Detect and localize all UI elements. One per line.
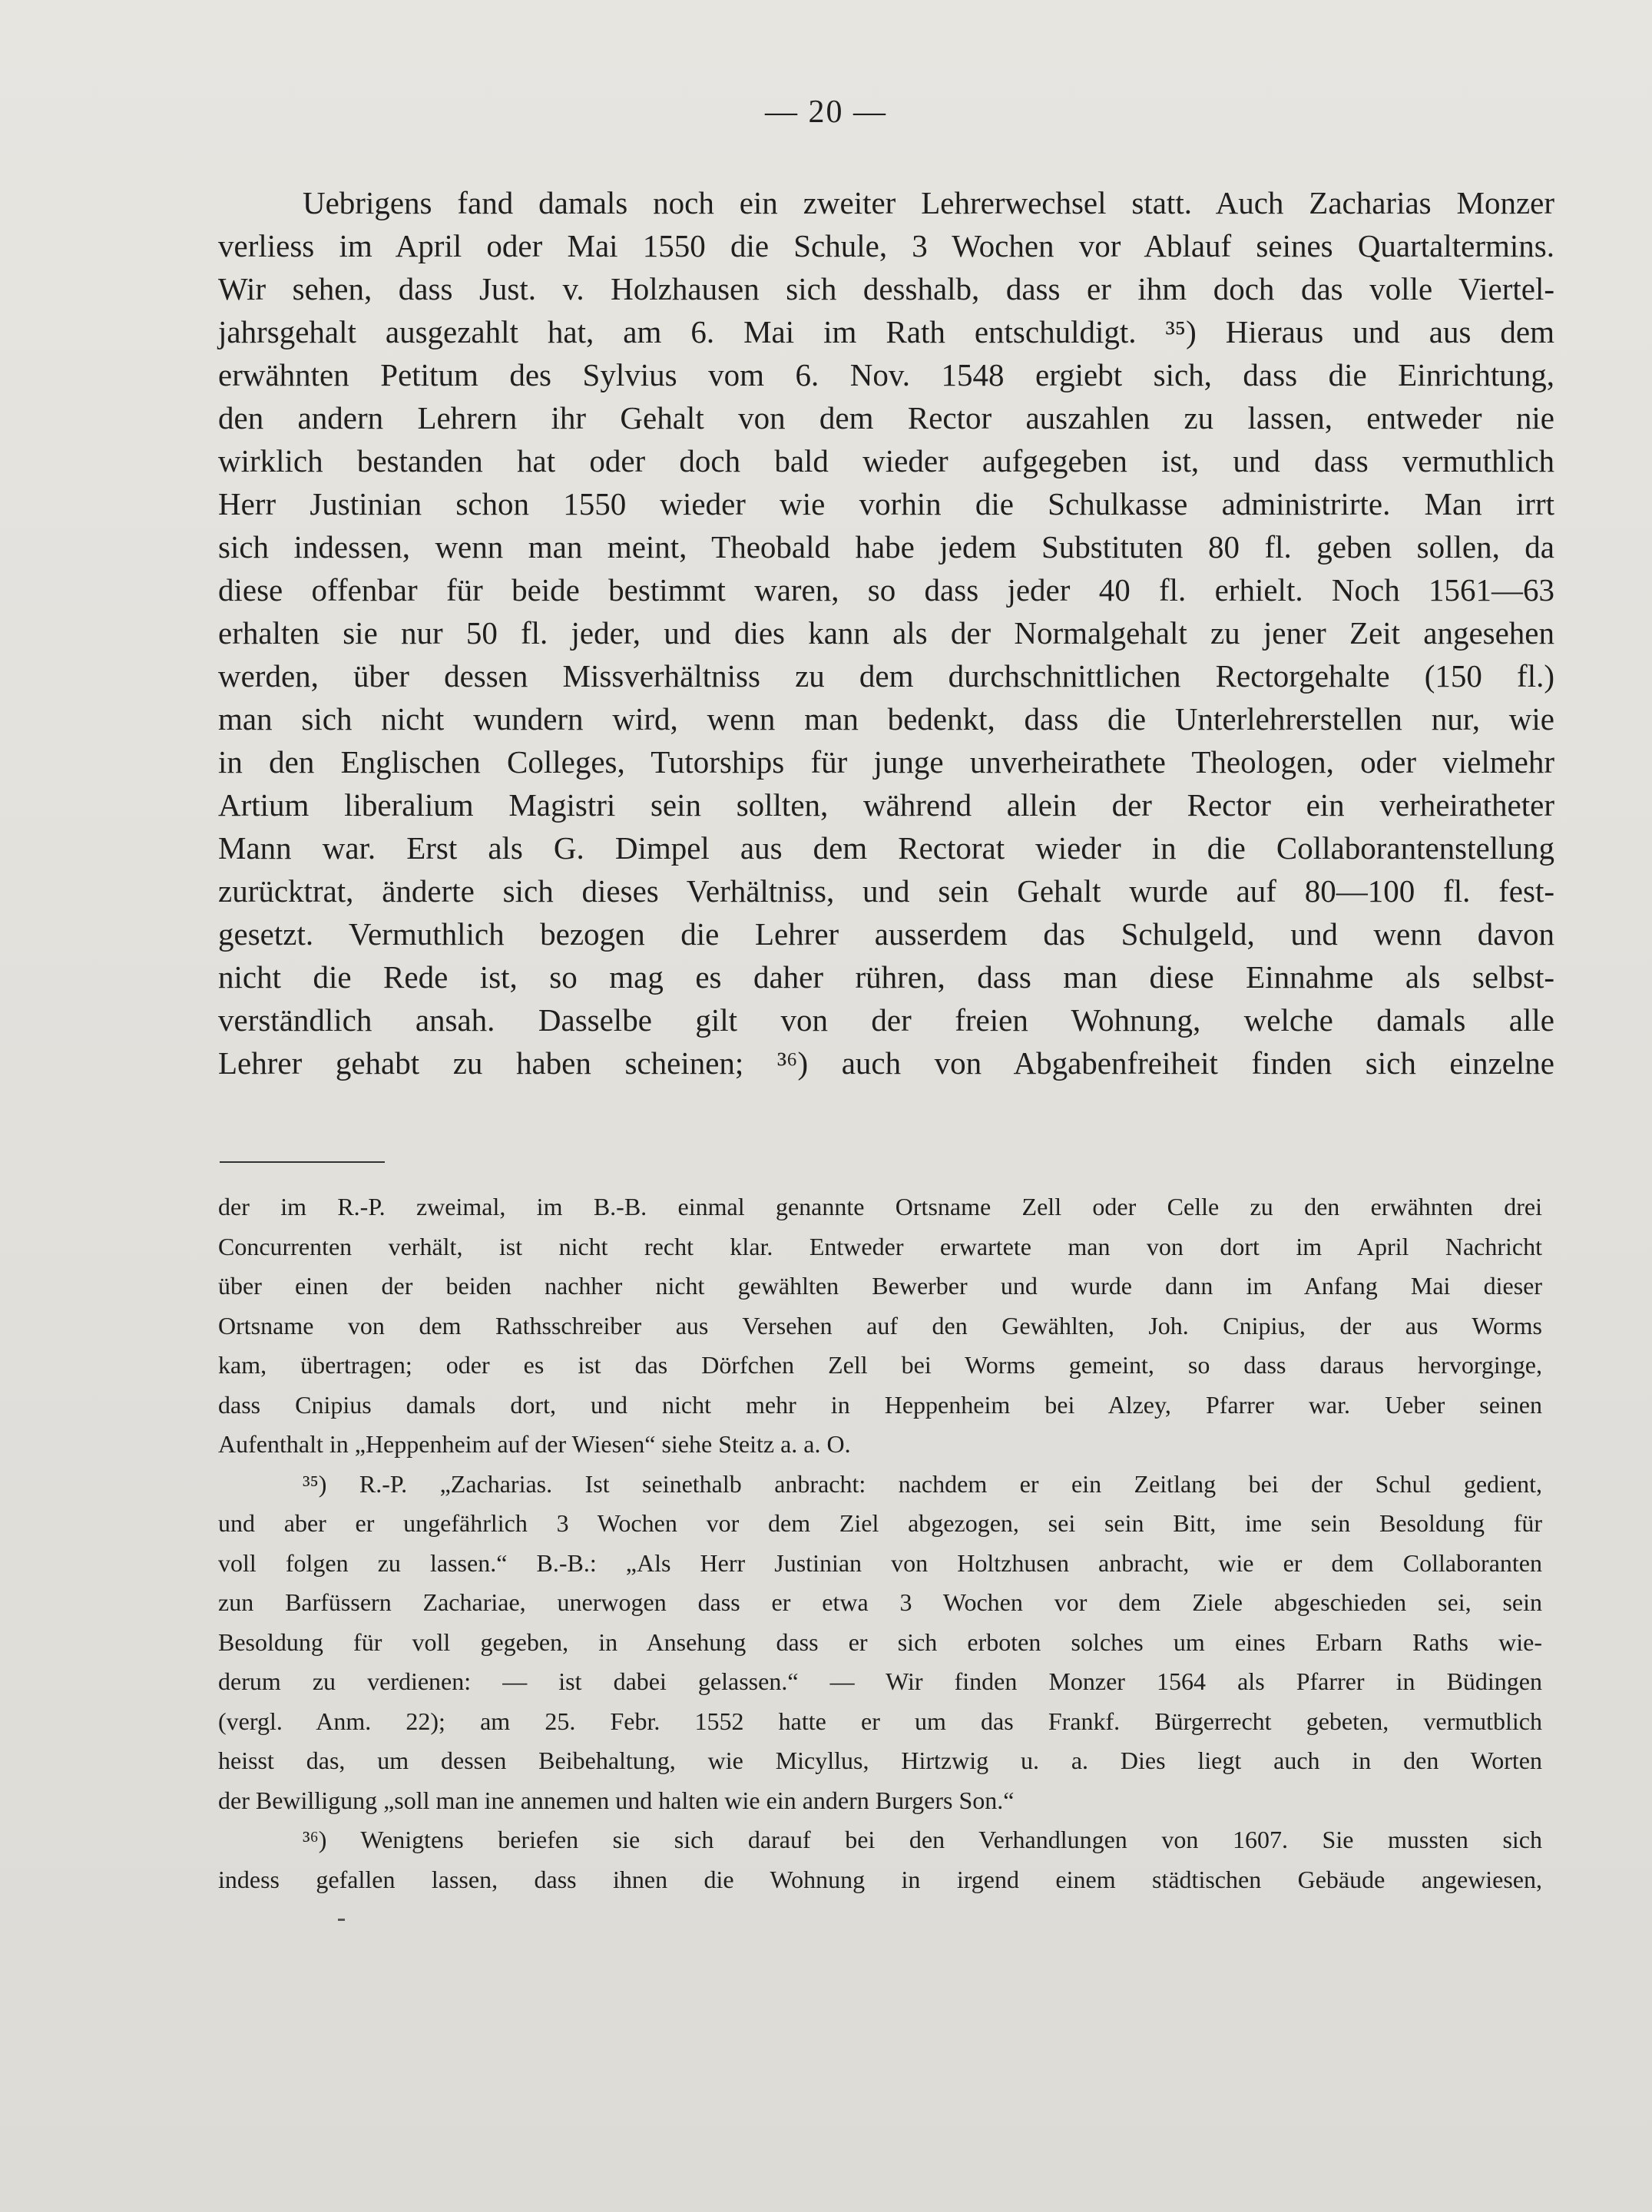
text-line: diese offenbar für beide bestimmt waren, so dass jeder 40 fl. erhielt. Noch 1561—63: [218, 572, 1554, 608]
footnote-line: und aber er ungefährlich 3 Wochen vor dem Ziel abgezogen, sei sein Bitt, ime sein Besoldung für: [218, 1509, 1542, 1537]
text-line: man sich nicht wundern wird, wenn man bedenkt, dass die Unterlehrerstellen nur, wie: [218, 701, 1554, 737]
footnote-divider: [220, 1161, 385, 1163]
footnote-line: der Bewilligung „soll man ine annemen und halten wie ein andern Burgers Son.“: [218, 1786, 1015, 1814]
footnote-35-line: ³⁵) R.-P. „Zacharias. Ist seinethalb anbracht: nachdem er ein Zeitlang bei der Schul gedient,: [303, 1469, 1542, 1498]
text-line: nicht die Rede ist, so mag es daher rühren, dass man diese Einnahme als selbst-: [218, 959, 1554, 995]
footnote-line: Besoldung für voll gegeben, in Ansehung dass er sich erboten solches um eines Erbarn Raths wie-: [218, 1628, 1542, 1656]
page-number: — 20 —: [765, 94, 887, 130]
text-line: Artium liberalium Magistri sein sollten, während allein der Rector ein verheiratheter: [218, 787, 1554, 823]
text-line: Wir sehen, dass Just. v. Holzhausen sich desshalb, dass er ihm doch das volle Viertel-: [218, 271, 1554, 306]
text-line: Herr Justinian schon 1550 wieder wie vorhin die Schulkasse administrirte. Man irrt: [218, 486, 1554, 522]
footnote-line: heisst das, um dessen Beibehaltung, wie Micyllus, Hirtzwig u. a. Dies liegt auch in den Worten: [218, 1747, 1542, 1774]
text-line: erhalten sie nur 50 fl. jeder, und dies kann als der Normalgehalt zu jener Zeit angesehen: [218, 615, 1554, 651]
footnote-36-line: ³⁶) Wenigtens beriefen sie sich darauf bei den Verhandlungen von 1607. Sie mussten sich: [303, 1826, 1542, 1853]
text-line: jahrsgehalt ausgezahlt hat, am 6. Mai im Rath entschuldigt. ³⁵) Hieraus und aus dem: [218, 314, 1554, 349]
text-line: den andern Lehrern ihr Gehalt von dem Rector auszahlen zu lassen, entweder nie: [218, 400, 1554, 435]
footnote-line: (vergl. Anm. 22); am 25. Febr. 1552 hatte er um das Frankf. Bürgerrecht gebeten, vermutblich: [218, 1707, 1542, 1735]
main-text-block: [218, 181, 1554, 1084]
footnote-line: über einen der beiden nachher nicht gewählten Bewerber und wurde dann im Anfang Mai dieser: [218, 1272, 1542, 1300]
text-line: verständlich ansah. Dasselbe gilt von der freien Wohnung, welche damals alle: [218, 1002, 1554, 1038]
text-line: zurücktrat, änderte sich dieses Verhältniss, und sein Gehalt wurde auf 80—100 fl. fest-: [218, 873, 1554, 909]
text-line: in den Englischen Colleges, Tutorships für junge unverheirathete Theologen, oder vielmehr: [218, 744, 1554, 780]
footnote-line: Ortsname von dem Rathsschreiber aus Versehen auf den Gewählten, Joh. Cnipius, der aus Worms: [218, 1311, 1542, 1339]
text-line: Mann war. Erst als G. Dimpel aus dem Rectorat wieder in die Collaborantenstellung: [218, 830, 1554, 866]
footnote-line: derum zu verdienen: — ist dabei gelassen.“ — Wir finden Monzer 1564 als Pfarrer in Büdingen: [218, 1667, 1542, 1695]
text-line: wirklich bestanden hat oder doch bald wieder aufgegeben ist, und dass vermuthlich: [218, 443, 1554, 478]
text-line: Uebrigens fand damals noch ein zweiter Lehrerwechsel statt. Auch Zacharias Monzer: [303, 185, 1554, 220]
text-line: sich indessen, wenn man meint, Theobald habe jedem Substituten 80 fl. geben sollen, da: [218, 529, 1554, 565]
footnote-line: Concurrenten verhält, ist nicht recht klar. Entweder erwartete man von dort im April Nachricht: [218, 1232, 1542, 1260]
footnote-line: indess gefallen lassen, dass ihnen die Wohnung in irgend einem städtischen Gebäude angewiesen,: [218, 1865, 1542, 1893]
text-line: erwähnten Petitum des Sylvius vom 6. Nov. 1548 ergiebt sich, dass die Einrichtung,: [218, 357, 1554, 392]
footnote-line: der im R.-P. zweimal, im B.-B. einmal genannte Ortsname Zell oder Celle zu den erwähnten drei: [218, 1193, 1542, 1220]
footnotes-block: [218, 1187, 1542, 1899]
text-line: werden, über dessen Missverhältniss zu dem durchschnittlichen Rectorgehalte (150 fl.): [218, 658, 1554, 694]
print-speck: [338, 1919, 345, 1921]
footnote-line: Aufenthalt in „Heppenheim auf der Wiesen“ siehe Steitz a. a. O.: [218, 1430, 851, 1458]
text-line: verliess im April oder Mai 1550 die Schule, 3 Wochen vor Ablauf seines Quartaltermins.: [218, 228, 1554, 263]
text-line: Lehrer gehabt zu haben scheinen; ³⁶) auch von Abgabenfreiheit finden sich einzelne: [218, 1045, 1554, 1081]
footnote-line: dass Cnipius damals dort, und nicht mehr in Heppenheim bei Alzey, Pfarrer war. Ueber seinen: [218, 1390, 1542, 1419]
text-line: gesetzt. Vermuthlich bezogen die Lehrer ausserdem das Schulgeld, und wenn davon: [218, 916, 1554, 952]
footnote-line: zun Barfüssern Zachariae, unerwogen dass er etwa 3 Wochen vor dem Ziele abgeschieden sei, sein: [218, 1588, 1542, 1616]
footnote-line: voll folgen zu lassen.“ B.-B.: „Als Herr Justinian von Holtzhusen anbracht, wie er dem Collaboranten: [218, 1548, 1542, 1577]
footnote-line: kam, übertragen; oder es ist das Dörfchen Zell bei Worms gemeint, so dass daraus hervorginge,: [218, 1351, 1542, 1379]
